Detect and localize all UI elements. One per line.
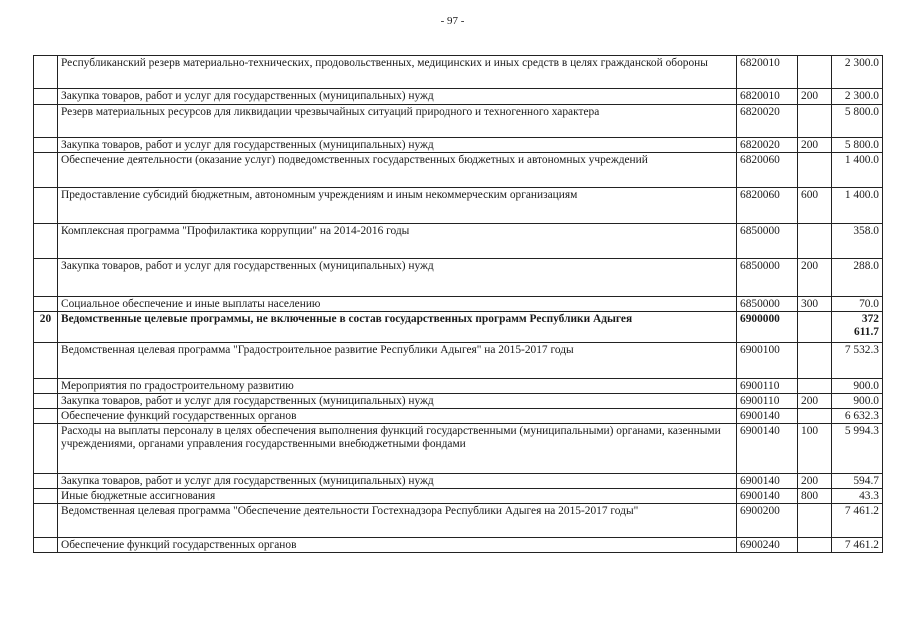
expense-type-cell: 800 — [798, 489, 832, 504]
row-number-cell — [34, 259, 58, 297]
row-number-cell — [34, 474, 58, 489]
amount-cell: 594.7 — [832, 474, 883, 489]
target-code-cell: 6820020 — [737, 138, 798, 153]
amount-cell: 372 611.7 — [832, 312, 883, 343]
table-row — [34, 153, 883, 188]
amount-cell: 7 532.3 — [832, 343, 883, 379]
table-row — [34, 312, 883, 343]
target-code-cell: 6900140 — [737, 424, 798, 474]
expense-type-cell: 600 — [798, 188, 832, 224]
item-name-cell: Комплексная программа "Профилактика коррупции" на 2014-2016 годы — [58, 224, 737, 259]
row-number-cell — [34, 56, 58, 89]
table-row — [34, 224, 883, 259]
table-row — [34, 56, 883, 89]
amount-cell: 2 300.0 — [832, 89, 883, 105]
item-name-cell: Закупка товаров, работ и услуг для государственных (муниципальных) нужд — [58, 259, 737, 297]
target-code-cell: 6900100 — [737, 343, 798, 379]
target-code-cell: 6900240 — [737, 538, 798, 553]
table-row — [34, 474, 883, 489]
target-code-cell: 6850000 — [737, 259, 798, 297]
expense-type-cell — [798, 504, 832, 538]
expense-type-cell — [798, 105, 832, 138]
page-number: - 97 - — [440, 15, 465, 27]
row-number-cell — [34, 105, 58, 138]
amount-cell: 1 400.0 — [832, 153, 883, 188]
amount-cell: 5 994.3 — [832, 424, 883, 474]
table-row — [34, 538, 883, 553]
table-row — [34, 394, 883, 409]
expense-type-cell: 100 — [798, 424, 832, 474]
table-row — [34, 259, 883, 297]
amount-cell: 70.0 — [832, 297, 883, 312]
expense-type-cell — [798, 56, 832, 89]
table-row — [34, 105, 883, 138]
row-number-cell — [34, 138, 58, 153]
item-name-cell: Предоставление субсидий бюджетным, автономным учреждениям и иным некоммерческим организациям — [58, 188, 737, 224]
item-name-cell: Обеспечение функций государственных органов — [58, 409, 737, 424]
amount-cell: 2 300.0 — [832, 56, 883, 89]
table-row — [34, 379, 883, 394]
amount-cell: 288.0 — [832, 259, 883, 297]
row-number-cell — [34, 379, 58, 394]
item-name-cell: Ведомственная целевая программа "Градостроительное развитие Республики Адыгея" на 2015-2017 годы — [58, 343, 737, 379]
row-number-cell — [34, 188, 58, 224]
row-number-cell — [34, 538, 58, 553]
amount-cell: 358.0 — [832, 224, 883, 259]
expense-type-cell — [798, 379, 832, 394]
table-row — [34, 424, 883, 474]
row-number-cell — [34, 89, 58, 105]
budget-table — [33, 55, 883, 553]
table-row — [34, 504, 883, 538]
amount-cell: 6 632.3 — [832, 409, 883, 424]
item-name-cell: Закупка товаров, работ и услуг для государственных (муниципальных) нужд — [58, 138, 737, 153]
target-code-cell: 6820060 — [737, 153, 798, 188]
row-number-cell — [34, 224, 58, 259]
item-name-cell: Иные бюджетные ассигнования — [58, 489, 737, 504]
target-code-cell: 6900200 — [737, 504, 798, 538]
amount-cell: 7 461.2 — [832, 504, 883, 538]
budget-table-body — [34, 56, 883, 553]
target-code-cell: 6820060 — [737, 188, 798, 224]
expense-type-cell — [798, 153, 832, 188]
amount-cell: 1 400.0 — [832, 188, 883, 224]
amount-cell: 900.0 — [832, 379, 883, 394]
table-row — [34, 188, 883, 224]
row-number-cell — [34, 424, 58, 474]
expense-type-cell — [798, 538, 832, 553]
item-name-cell: Расходы на выплаты персоналу в целях обеспечения выполнения функций государственными (муниципальными) органами, казенными учреждениями, органами управления государственными внебюджетными фондами — [58, 424, 737, 474]
item-name-cell: Мероприятия по градостроительному развитию — [58, 379, 737, 394]
expense-type-cell — [798, 343, 832, 379]
item-name-cell: Республиканский резерв материально-технических, продовольственных, медицинских и иных средств в целях гражданской обороны — [58, 56, 737, 89]
table-row — [34, 89, 883, 105]
row-number-cell — [34, 489, 58, 504]
item-name-cell: Закупка товаров, работ и услуг для государственных (муниципальных) нужд — [58, 394, 737, 409]
target-code-cell: 6820020 — [737, 105, 798, 138]
target-code-cell: 6900140 — [737, 489, 798, 504]
item-name-cell: Ведомственные целевые программы, не включенные в состав государственных программ Республики Адыгея — [58, 312, 737, 343]
target-code-cell: 6900110 — [737, 379, 798, 394]
item-name-cell: Закупка товаров, работ и услуг для государственных (муниципальных) нужд — [58, 89, 737, 105]
expense-type-cell: 200 — [798, 138, 832, 153]
expense-type-cell: 200 — [798, 89, 832, 105]
expense-type-cell: 300 — [798, 297, 832, 312]
expense-type-cell: 200 — [798, 394, 832, 409]
expense-type-cell — [798, 224, 832, 259]
target-code-cell: 6850000 — [737, 224, 798, 259]
target-code-cell: 6820010 — [737, 56, 798, 89]
row-number-cell: 20 — [34, 312, 58, 343]
amount-cell: 5 800.0 — [832, 138, 883, 153]
target-code-cell: 6850000 — [737, 297, 798, 312]
expense-type-cell: 200 — [798, 474, 832, 489]
target-code-cell: 6900110 — [737, 394, 798, 409]
table-row — [34, 489, 883, 504]
row-number-cell — [34, 297, 58, 312]
table-row — [34, 138, 883, 153]
item-name-cell: Резерв материальных ресурсов для ликвидации чрезвычайных ситуаций природного и техногенного характера — [58, 105, 737, 138]
item-name-cell: Социальное обеспечение и иные выплаты населению — [58, 297, 737, 312]
amount-cell: 5 800.0 — [832, 105, 883, 138]
row-number-cell — [34, 394, 58, 409]
amount-cell: 900.0 — [832, 394, 883, 409]
row-number-cell — [34, 153, 58, 188]
item-name-cell: Обеспечение деятельности (оказание услуг) подведомственных государственных бюджетных и автономных учреждений — [58, 153, 737, 188]
expense-type-cell — [798, 409, 832, 424]
item-name-cell: Ведомственная целевая программа "Обеспечение деятельности Гостехнадзора Республики Адыгея на 2015-2017 годы" — [58, 504, 737, 538]
target-code-cell: 6900000 — [737, 312, 798, 343]
table-row — [34, 343, 883, 379]
target-code-cell: 6820010 — [737, 89, 798, 105]
row-number-cell — [34, 343, 58, 379]
expense-type-cell — [798, 312, 832, 343]
amount-cell: 43.3 — [832, 489, 883, 504]
table-row — [34, 409, 883, 424]
expense-type-cell: 200 — [798, 259, 832, 297]
amount-cell: 7 461.2 — [832, 538, 883, 553]
row-number-cell — [34, 409, 58, 424]
item-name-cell: Обеспечение функций государственных органов — [58, 538, 737, 553]
row-number-cell — [34, 504, 58, 538]
table-row — [34, 297, 883, 312]
target-code-cell: 6900140 — [737, 474, 798, 489]
target-code-cell: 6900140 — [737, 409, 798, 424]
item-name-cell: Закупка товаров, работ и услуг для государственных (муниципальных) нужд — [58, 474, 737, 489]
